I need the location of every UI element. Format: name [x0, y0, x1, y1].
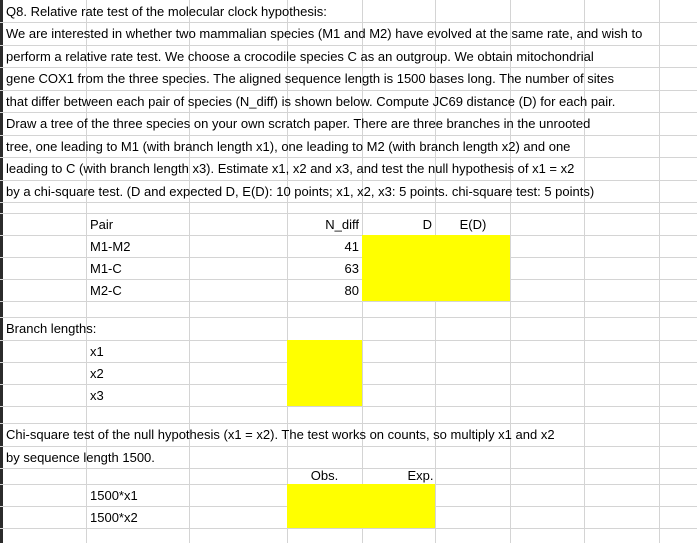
pair-cell[interactable]: M2-C — [90, 283, 122, 298]
row-header-edge — [0, 0, 3, 543]
branch-lengths-label: Branch lengths: — [6, 321, 97, 336]
ed-header: E(D) — [459, 217, 487, 232]
question-line: tree, one leading to M1 (with branch length x1), one leading to M2 (with branch length x2) and one — [6, 139, 571, 154]
chi-square-answer-cells[interactable] — [287, 484, 435, 528]
question-line: that differ between each pair of species (N_diff) is shown below. Compute JC69 distance (D) for each pair. — [6, 94, 616, 109]
ndiff-header: N_diff — [325, 217, 359, 232]
question-line: gene COX1 from the three species. The aligned sequence length is 1500 bases long. The number of sites — [6, 71, 615, 86]
chi-row-label: 1500*x1 — [90, 488, 138, 503]
question-line: perform a relative rate test. We choose a crocodile species C as an outgroup. We obtain mitochondrial — [6, 49, 594, 64]
obs-header: Obs. — [310, 468, 339, 483]
question-line: Q8. Relative rate test of the molecular clock hypothesis: — [6, 4, 327, 19]
question-line: by a chi-square test. (D and expected D, E(D): 10 points; x1, x2, x3: 5 points. chi-square test: 5 points) — [6, 184, 595, 199]
branch-x2-label: x2 — [90, 366, 104, 381]
chi-row-label: 1500*x2 — [90, 510, 138, 525]
ndiff-cell[interactable]: 63 — [344, 261, 359, 276]
ndiff-cell[interactable]: 80 — [344, 283, 359, 298]
question-line: leading to C (with branch length x3). Estimate x1, x2 and x3, and test the null hypothesis of x1 = x2 — [6, 161, 575, 176]
d-ed-answer-cells[interactable] — [362, 235, 510, 301]
ndiff-cell[interactable]: 41 — [344, 239, 359, 254]
question-line: We are interested in whether two mammalian species (M1 and M2) have evolved at the same rate, and wish to — [6, 26, 643, 41]
pair-cell[interactable]: M1-C — [90, 261, 122, 276]
branch-x3-label: x3 — [90, 388, 104, 403]
exp-header: Exp. — [407, 468, 434, 483]
d-header: D — [422, 217, 432, 232]
branch-length-answer-cells[interactable] — [287, 340, 362, 406]
question-line: Draw a tree of the three species on your own scratch paper. There are three branches in the unrooted — [6, 116, 591, 131]
chi-square-text: by sequence length 1500. — [6, 450, 155, 465]
pair-cell[interactable]: M1-M2 — [90, 239, 131, 254]
branch-x1-label: x1 — [90, 344, 104, 359]
chi-square-text: Chi-square test of the null hypothesis (x1 = x2). The test works on counts, so multiply x1 and x2 — [6, 427, 555, 442]
pair-header: Pair — [90, 217, 114, 232]
